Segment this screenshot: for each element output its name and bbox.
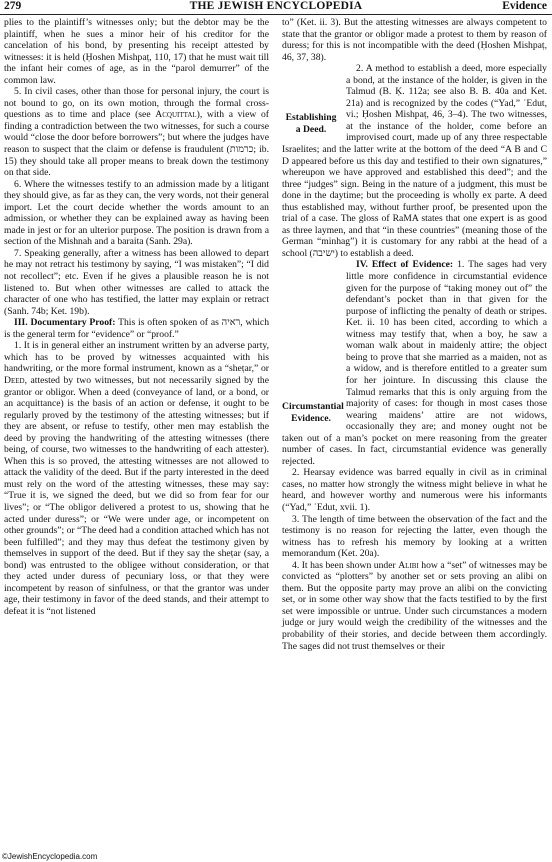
paragraph-text: how a “set” of witnesses may be convicted as “plotters” by another set or sets proving an alibi on them. But the opposite party may prove an alibi on the convicting set, or in some other way show that the facts testified to by the first set were impossible or untrue. Under such circumstances a modern judge or jury would weigh the credibility of the witnesses and the probability of their stories, and decide between them accordingly. The sages did not trust themselves or their (282, 559, 547, 652)
cross-reference-link[interactable]: Acquittal (155, 109, 197, 121)
page-number: 279 (4, 0, 22, 12)
paragraph (4, 317, 269, 340)
paragraph: 3. The length of time between the observation of the fact and the testimony is no reason for rejecting the latter, even though the witness has to refresh his memory by looking at a written memorandum (Ket. 20a). (282, 513, 547, 560)
section-heading: IV. Effect of Evidence: (356, 259, 454, 271)
paragraph: plies to the plaintiff’s witnesses only; but the debtor may be the plaintiff, when he sues a minor heir of his creditor for the cancelation of his bond, by presenting his receipt attested by witnesses: it is held (Ḥoshen Mishpaṭ, 110, 17) that he must wait till the infant heir comes of age, as in the “parol demurrer” of the common law. (4, 17, 269, 86)
paragraph: 2. A method to establish a deed, more especially a bond, at the instance of the holder, is given in the Talmud (B. Ḳ. 112a; see also B. B. 40a and Ket. 21a) and is recognized by the codes (“Yad,” ʿEdut, vi.; Ḥoshen Mishpaṭ, 46, 3–4). The two witnesses, at the instance of the holder, come before an improvised court, made up of any three respectable Israelites; and the latter write at the bottom of the deed “A B and C D appeared before us this day and testified to their own signatures,” whereupon we have approved and established this deed”; and the three “judges” sign. Being in the nature of a judgment, this must be done in the daytime; but the proceeding is wholly ex parte. A deed thus established may, without further proof, be presented upon the trial of a case. The gloss of RaMA states that one expert is as good as three laymen, and that “in these countries” (meaning those of the German “minhag”) it is customary for any rabbi at the head of a school (ישיבה) to establish a deed. (282, 63, 547, 259)
copyright-footer: ©JewishEncyclopedia.com (2, 852, 98, 861)
cross-reference-link[interactable]: Alibi (398, 559, 419, 571)
section-title: Evidence (502, 0, 547, 12)
paragraph-text: This is often spoken of as ראיה, which is the general term for “evidence” or “proof.” (4, 317, 270, 340)
paragraph-text: 5. In civil cases, other than those for personal injury, the court is not bound to go, on its own motion, through the formal cross-questions as to time and place (see (4, 86, 269, 121)
running-title: THE JEWISH ENCYCLOPEDIA (189, 0, 363, 12)
paragraph-text: 4. It has been shown under (292, 559, 399, 571)
paragraph (4, 340, 269, 617)
side-heading-line: Circumstantial (282, 401, 344, 413)
paragraph (282, 259, 547, 467)
paragraph-text: ), with a view of finding a contradiction between the two witnesses, for such a course would “close the door before borrowers”; but where the judges have reason to suspect that the claim or defense is fraudulent (כרמות; ib. 15) they should take all proper means to break down the testimony on that side. (4, 109, 269, 179)
page-header (0, 0, 552, 15)
right-column (282, 17, 547, 652)
left-column (4, 17, 269, 617)
paragraph-text: 1. It is in general either an instrument written by an adverse party, which has to be proved by witnesses acquainted with his handwriting, or the more formal instrument, known as a “sheṭar,” or (4, 340, 269, 375)
paragraph-text: 1. The sages had very little more confidence in circumstantial evidence given for the purpose of “taking money out of” the defendant’s pocket than in that given for the purpose of inflicting the penalty of death or stripes. Ket. ii. 10 has been cited, according to which a witness may testify that, when a boy, he saw a woman walk about in maidenly attire; the object being to prove that she married as a maiden, not as a widow, and is therefore entitled to a greater sum for her jointure. In discussing this clause the Talmud remarks that this is only arguing from the majority of cases: for though in most cases those wearing maidens’ attire are not widows, occasionally they are; and money ought not be taken out of a man’s pocket on mere reasoning from the greater number of cases. In fact, circumstantial evidence was generally rejected. (282, 259, 547, 467)
paragraph: 6. Where the witnesses testify to an admission made by a litigant they should give, as far as they can, the very words, not their general import. Let the court decide whether the words amount to an admission, or whether they can be explained away as having been made in jest or for an ulterior purpose. The position is drawn from a section of the Mishnah and a baraita (Sanh. 29a). (4, 178, 269, 248)
paragraph (4, 86, 269, 178)
paragraph (282, 560, 547, 652)
side-heading-line: Evidence. (291, 412, 331, 424)
side-heading (282, 401, 344, 424)
side-heading-line: Establishing (285, 112, 337, 124)
section-heading: III. Documentary Proof: (14, 317, 116, 329)
paragraph: to” (Ket. ii. 3). But the attesting witnesses are always competent to state that the grantor or obligor made a protest to them by reason of duress; for this is not incompatible with the deed (Ḥoshen Mishpaṭ, 46, 37, 38). (282, 17, 547, 63)
side-heading-line: a Deed. (295, 123, 327, 135)
paragraph: 2. Hearsay evidence was barred equally in civil as in criminal cases, no matter how strongly the witness might believe in what he heard, and however worthy and numerous were his informants (“Yad,” ʿEdut, xvii. 1). (282, 467, 547, 513)
cross-reference-link[interactable]: Deed (4, 374, 25, 386)
paragraph-text: , attested by two witnesses, but not necessarily signed by the grantor or obligor. When a deed (conveyance of land, or a bond, or an acquittance) is the basis of an action or defense, it ought to be regularly proved by the testimony of the attesting witnesses; but if they are absent, or refuse to testify, other men may establish the deed by proving the handwriting of the attesting witnesses (there being, of course, two witnesses to the handwriting of each attester). When this is so proved, the attesting witnesses are not allowed to attack the validity of the deed. But if the party interested in the deed must rely on the word of the attesting witnesses, these may say: “True it is, we signed the deed, but we did so from fear for our lives”; or “The obligor delivered a protest to us, showing that he acted under duress”; or “We were under age, or incompetent on other grounds”; or “The deed had a condition attached which has not been fulfilled”; and they may thus defeat the testimony given by themselves in support of the deed. But if they say the sheṭar (say, a bond) was entrusted to the obligee without consideration, or that they acted under duress of pecuniary loss, or that they were incompetent by reason of sinfulness, or that the grantor was under age, their testimony in favor of the deed stands, and their attempt to defeat it is “not listened (4, 374, 269, 617)
paragraph: 7. Speaking generally, after a witness has been allowed to depart he may not retract his testimony by saying, “I was mistaken”; “I did not recollect”; etc. Even if he gives a plausible reason he is not listened to. But when other witnesses are called to attack the character of one who has testified, the latter may explain or retract (Sanh. 74b; Ket. 19b). (4, 247, 269, 317)
side-heading (282, 112, 340, 135)
